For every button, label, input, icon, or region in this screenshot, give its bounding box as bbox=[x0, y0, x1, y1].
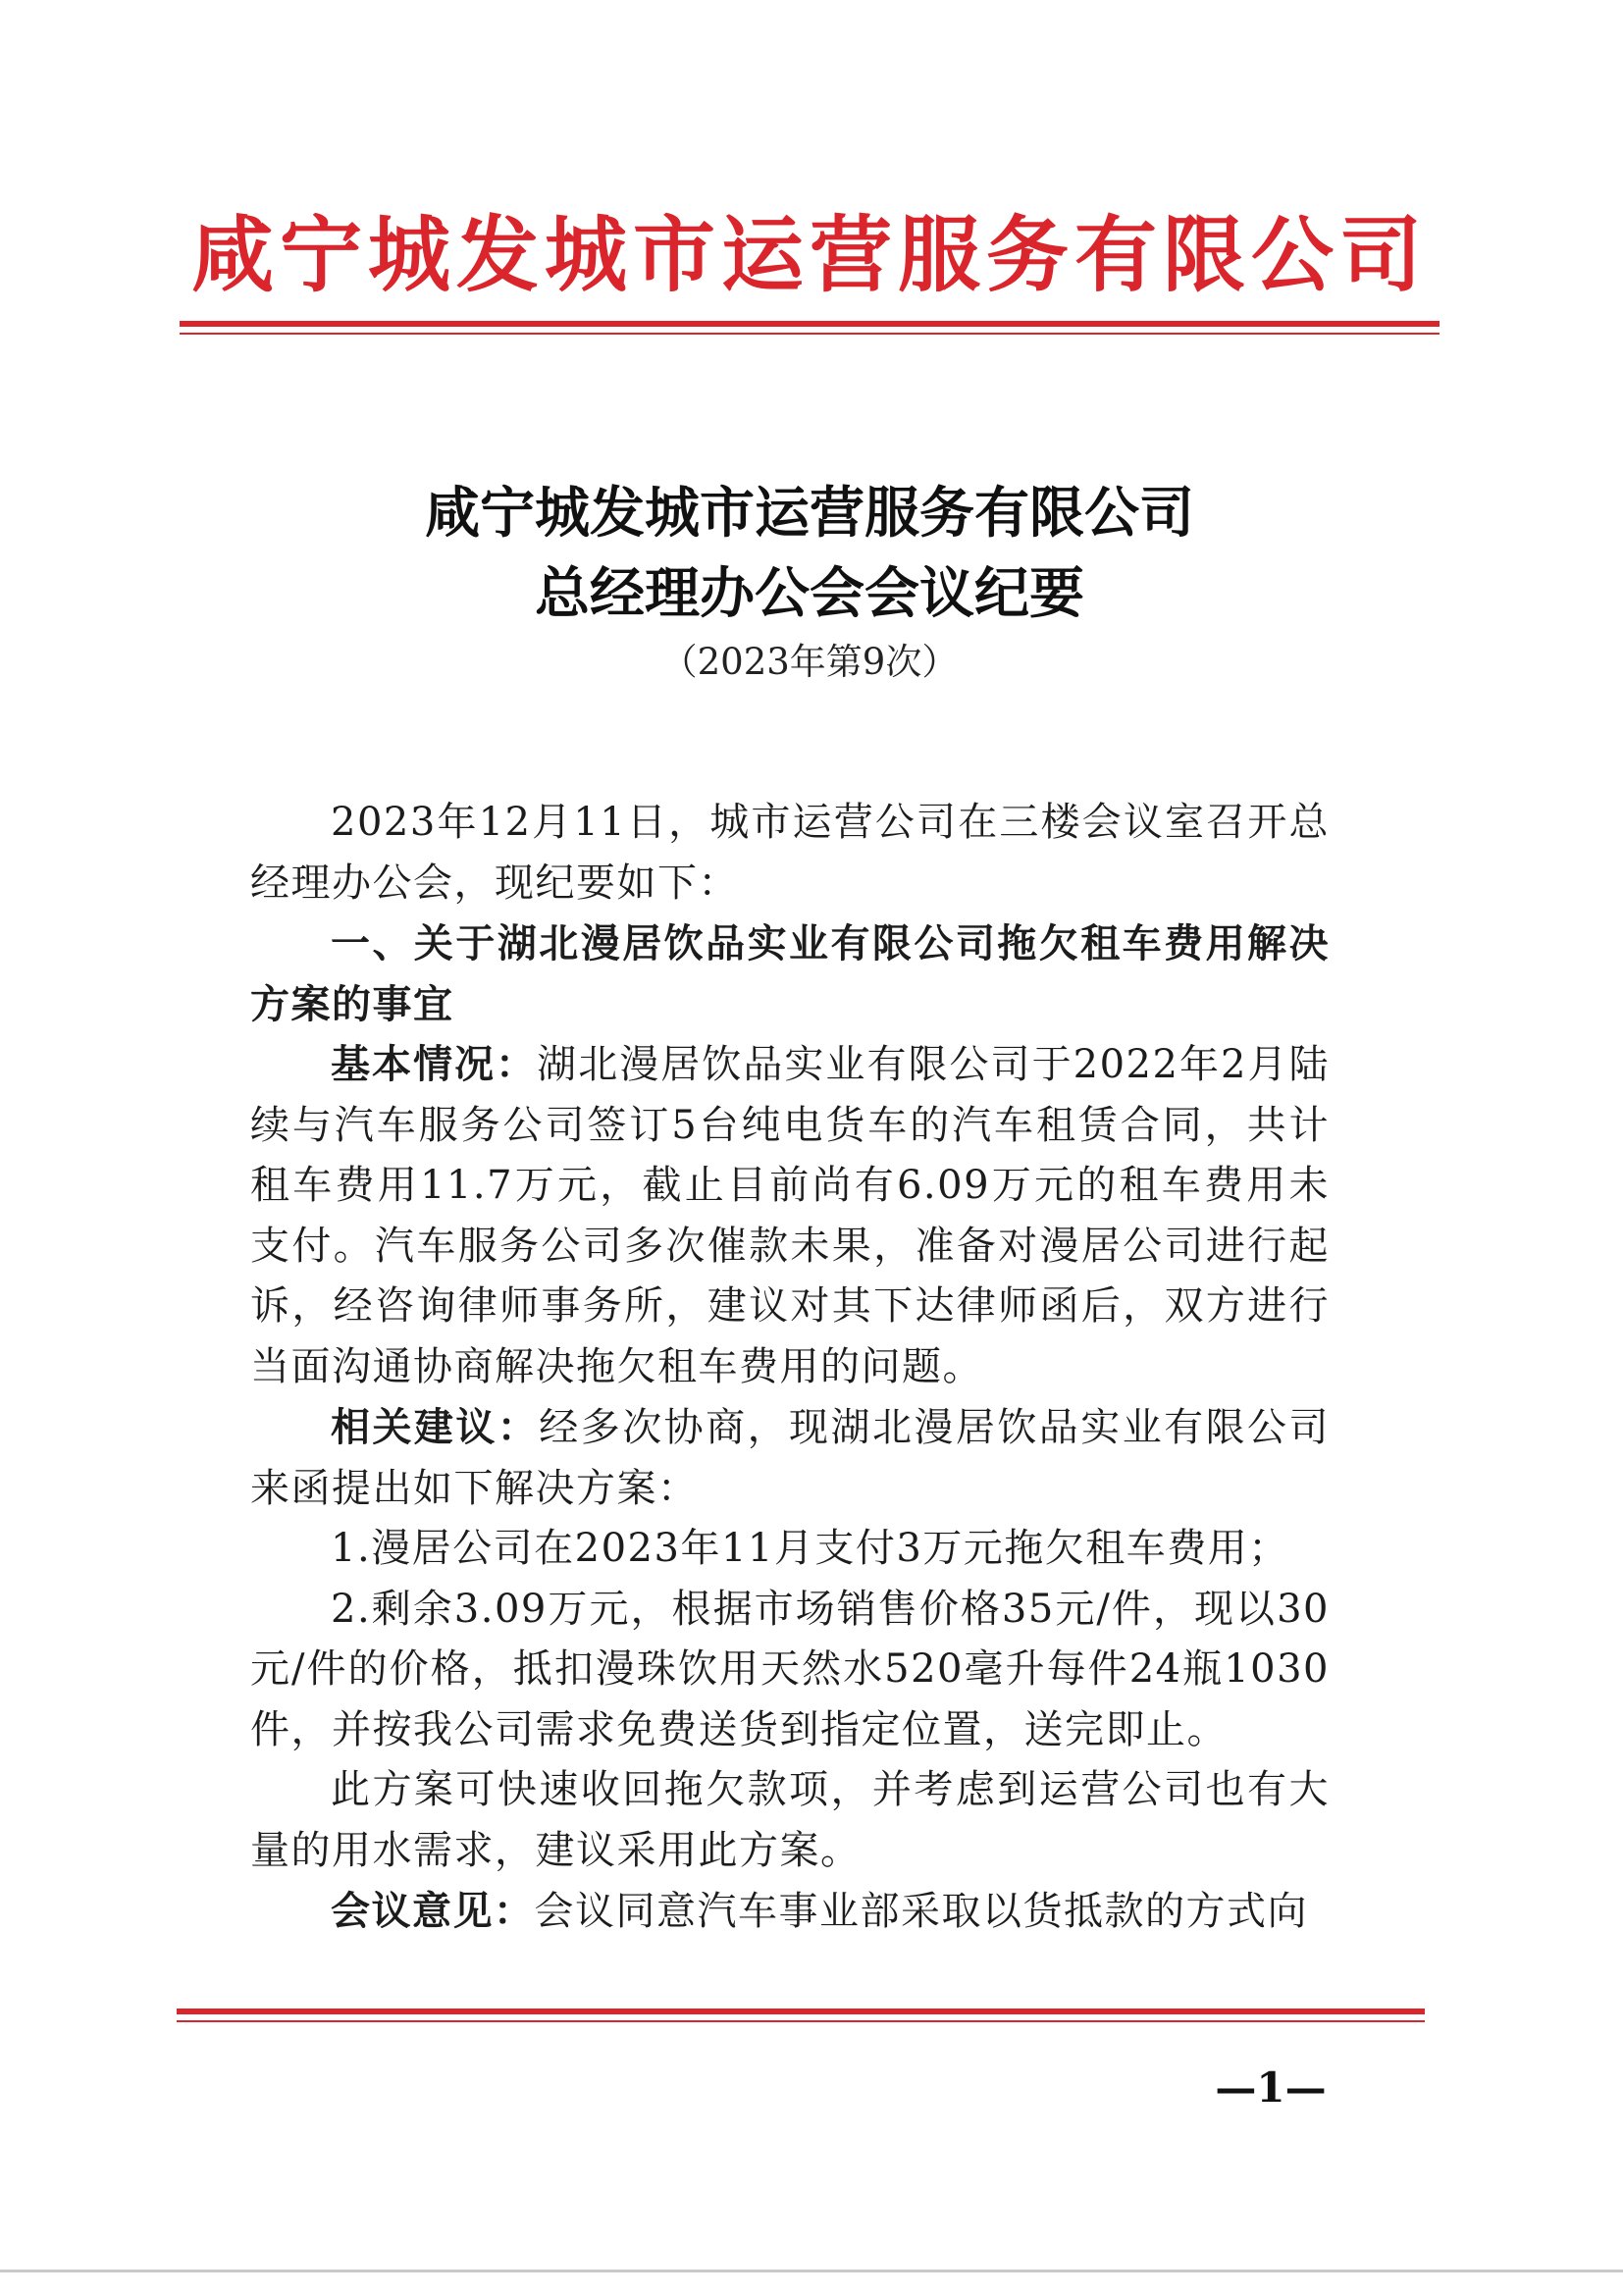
recommendation-paragraph: 此方案可快速收回拖欠款项，并考虑到运营公司也有大量的用水需求，建议采用此方案。 bbox=[250, 1767, 1330, 1873]
session-number: （2023年第9次） bbox=[660, 641, 959, 683]
meeting-opinion-paragraph bbox=[250, 1881, 1330, 1943]
basic-situation-label: 基本情况： bbox=[331, 1041, 538, 1087]
footer-rule-thick bbox=[177, 2009, 1425, 2014]
scan-edge-line bbox=[0, 2270, 1623, 2272]
suggestion-text: 经多次协商，现湖北漫居饮品实业有限公司来函提出如下解决方案： bbox=[250, 1405, 1331, 1511]
masthead-rule-thick bbox=[180, 321, 1440, 327]
basic-situation-paragraph bbox=[250, 1034, 1330, 1397]
footer-rule-thin bbox=[177, 2020, 1425, 2022]
page-number: —1— bbox=[1215, 2063, 1327, 2112]
document-title-line2: 总经理办公会会议纪要 bbox=[535, 561, 1084, 626]
basic-situation-text: 湖北漫居饮品实业有限公司于2022年2月陆续与汽车服务公司签订5台纯电货车的汽车租赁合同，共计租车费用11.7万元，截止目前尚有6.09万元的租车费用未支付。汽车服务公司多次催款未果，准备对漫居公司进行起诉，经咨询律师事务所，建议对其下达律师函后，双方进行当面沟通协商解决拖欠租车费用的问题。 bbox=[250, 1042, 1330, 1389]
proposal-item-2: 2.剩余3.09万元，根据市场销售价格35元/件，现以30元/件的价格，抵扣漫珠饮用天然水520毫升每件24瓶1030件，并按我公司需求免费送货到指定位置，送完即止。 bbox=[250, 1586, 1330, 1752]
suggestion-paragraph bbox=[250, 1397, 1330, 1519]
masthead-rule-thin bbox=[180, 333, 1440, 335]
minutes-body bbox=[250, 793, 1330, 1943]
suggestion-label: 相关建议： bbox=[331, 1404, 540, 1450]
intro-paragraph: 2023年12月11日，城市运营公司在三楼会议室召开总经理办公会，现纪要如下： bbox=[250, 800, 1330, 906]
section-heading-1: 一、关于湖北漫居饮品实业有限公司拖欠租车费用解决方案的事宜 bbox=[250, 920, 1330, 1027]
meeting-opinion-label: 会议意见： bbox=[331, 1888, 535, 1934]
proposal-item-1: 1.漫居公司在2023年11月支付3万元拖欠租车费用； bbox=[331, 1526, 1289, 1571]
meeting-opinion-text: 会议同意汽车事业部采取以货抵款的方式向 bbox=[534, 1889, 1308, 1934]
company-masthead: 咸宁城发城市运营服务有限公司 bbox=[190, 206, 1428, 303]
document-title-line1: 咸宁城发城市运营服务有限公司 bbox=[425, 481, 1194, 546]
